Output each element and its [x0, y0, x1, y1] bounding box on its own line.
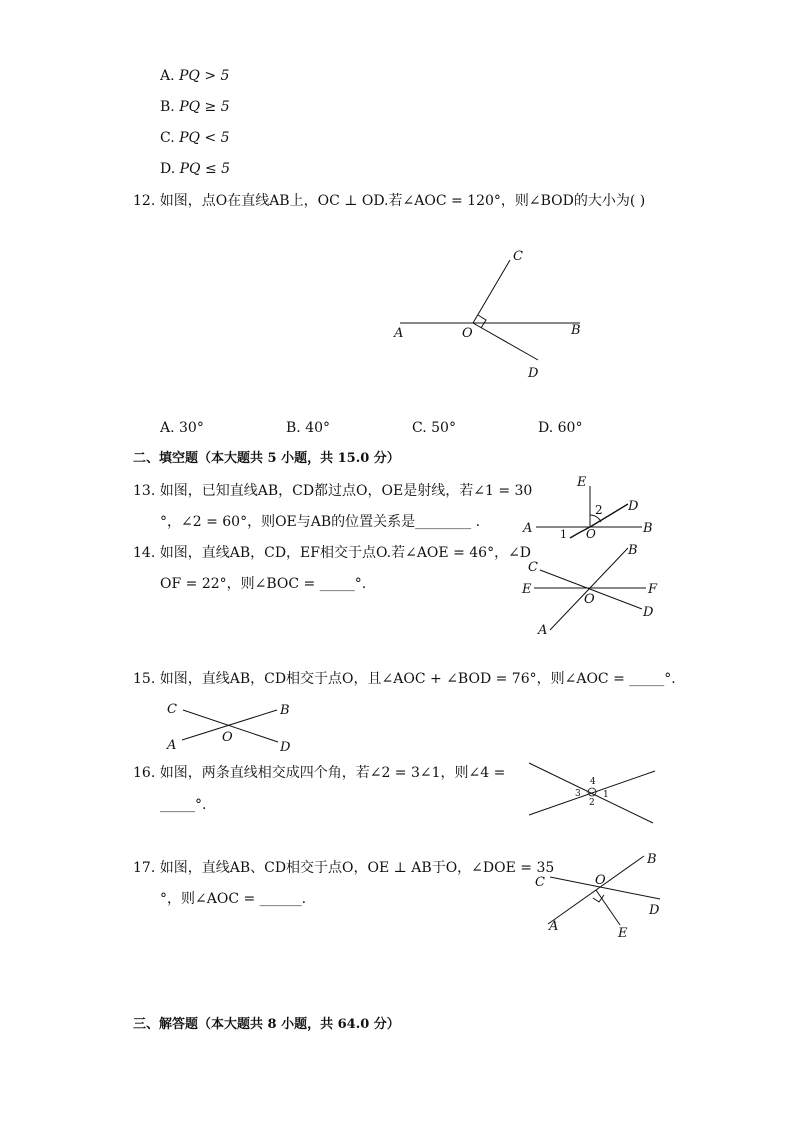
q14-label-e: E — [522, 582, 532, 597]
q13-label-2: 2 — [595, 503, 603, 517]
section-2-heading: 二、填空题（本大题共 5 小题，共 15.0 分） — [133, 451, 400, 466]
q12-option-c: C. 50° — [412, 420, 456, 436]
q14-label-a: A — [538, 623, 548, 638]
q14-label-c: C — [528, 560, 538, 575]
q17-stem-line1: 17. 如图，直线AB、CD相交于点O，OE ⊥ AB于O，∠DOE = 35 — [133, 860, 555, 876]
q12-label-c: C — [513, 249, 523, 264]
q17-ray-oe — [596, 890, 620, 925]
q13-label-o: O — [586, 527, 596, 541]
q17-figure — [530, 848, 670, 943]
q13-label-1: 1 — [560, 528, 567, 541]
q12-label-a: A — [394, 326, 404, 341]
q13-label-e: E — [577, 475, 587, 490]
q12-option-a: A. 30° — [160, 420, 204, 436]
q15-number: 15. — [133, 671, 156, 687]
q13-label-a: A — [523, 521, 533, 536]
q17-label-d: D — [649, 903, 660, 918]
q17-label-b: B — [647, 852, 657, 867]
q16-label-2: 2 — [589, 798, 595, 808]
q12-ray-oc — [473, 260, 510, 323]
q16-label-3: 3 — [575, 789, 581, 799]
q17-stem-line2: °，则∠AOC = ______. — [160, 891, 307, 907]
q11-option-a: A. PQ > 5 — [160, 68, 230, 84]
q14-label-b: B — [628, 543, 638, 558]
q15-label-d: D — [280, 740, 291, 755]
q17-number: 17. — [133, 860, 156, 876]
q12-stem — [133, 192, 645, 210]
q13-stem-line2: °，∠2 = 60°，则OE与AB的位置关系是________ . — [160, 514, 481, 530]
q15-label-o: O — [222, 730, 233, 745]
q16-number: 16. — [133, 765, 156, 781]
q12-text: 如图，点O在直线AB上，OC ⊥ OD.若∠AOC = 120°，则∠BOD的大小为( ) — [159, 193, 646, 209]
q14-number: 14. — [133, 545, 156, 561]
q12-option-b: B. 40° — [286, 420, 331, 436]
q16-label-1: 1 — [603, 790, 609, 800]
q16-label-4: 4 — [590, 777, 596, 787]
q15-label-a: A — [167, 738, 177, 753]
q12-label-d: D — [528, 366, 539, 381]
q14-stem-line2: OF = 22°，则∠BOC = _____°. — [160, 576, 367, 592]
q12-label-o: O — [462, 326, 473, 341]
q12-ray-od — [473, 323, 538, 360]
q17-label-e: E — [618, 926, 628, 941]
q14-label-d: D — [643, 605, 654, 620]
q17-label-o: O — [595, 873, 606, 888]
q12-label-b: B — [571, 323, 581, 338]
q14-stem-line1: 14. 如图，直线AB，CD，EF相交于点O.若∠AOE = 46°，∠D — [133, 545, 532, 561]
q11-option-d: D. PQ ≤ 5 — [160, 161, 231, 177]
q14-label-f: F — [648, 582, 658, 597]
q13-label-d: D — [628, 499, 639, 514]
section-3-heading: 三、解答题（本大题共 8 小题，共 64.0 分） — [133, 1017, 400, 1032]
q15-label-b: B — [280, 703, 290, 718]
q13-label-b: B — [643, 521, 653, 536]
q17-label-c: C — [535, 875, 545, 890]
q14-figure — [518, 540, 668, 640]
q11-option-c: C. PQ < 5 — [160, 130, 230, 146]
q14-label-o: O — [584, 592, 595, 607]
q16-figure — [525, 755, 665, 830]
q15-stem: 15. 如图，直线AB，CD相交于点O，且∠AOC + ∠BOD = 76°，则∠AOC = _____°. — [133, 671, 676, 687]
q12-number: 12. — [133, 193, 156, 209]
q11-option-b: B. PQ ≥ 5 — [160, 99, 230, 115]
q12-figure — [380, 240, 620, 385]
q13-figure — [518, 470, 668, 541]
q15-figure — [160, 697, 300, 755]
q13-stem-line1: 13. 如图，已知直线AB，CD都过点O，OE是射线，若∠1 = 30 — [133, 483, 533, 499]
q15-label-c: C — [167, 702, 177, 717]
q13-number: 13. — [133, 483, 156, 499]
q17-label-a: A — [549, 919, 559, 934]
q16-stem-line2: _____°. — [160, 797, 207, 813]
q16-stem-line1: 16. 如图，两条直线相交成四个角，若∠2 = 3∠1，则∠4 = — [133, 765, 506, 781]
q12-option-d: D. 60° — [538, 420, 583, 436]
